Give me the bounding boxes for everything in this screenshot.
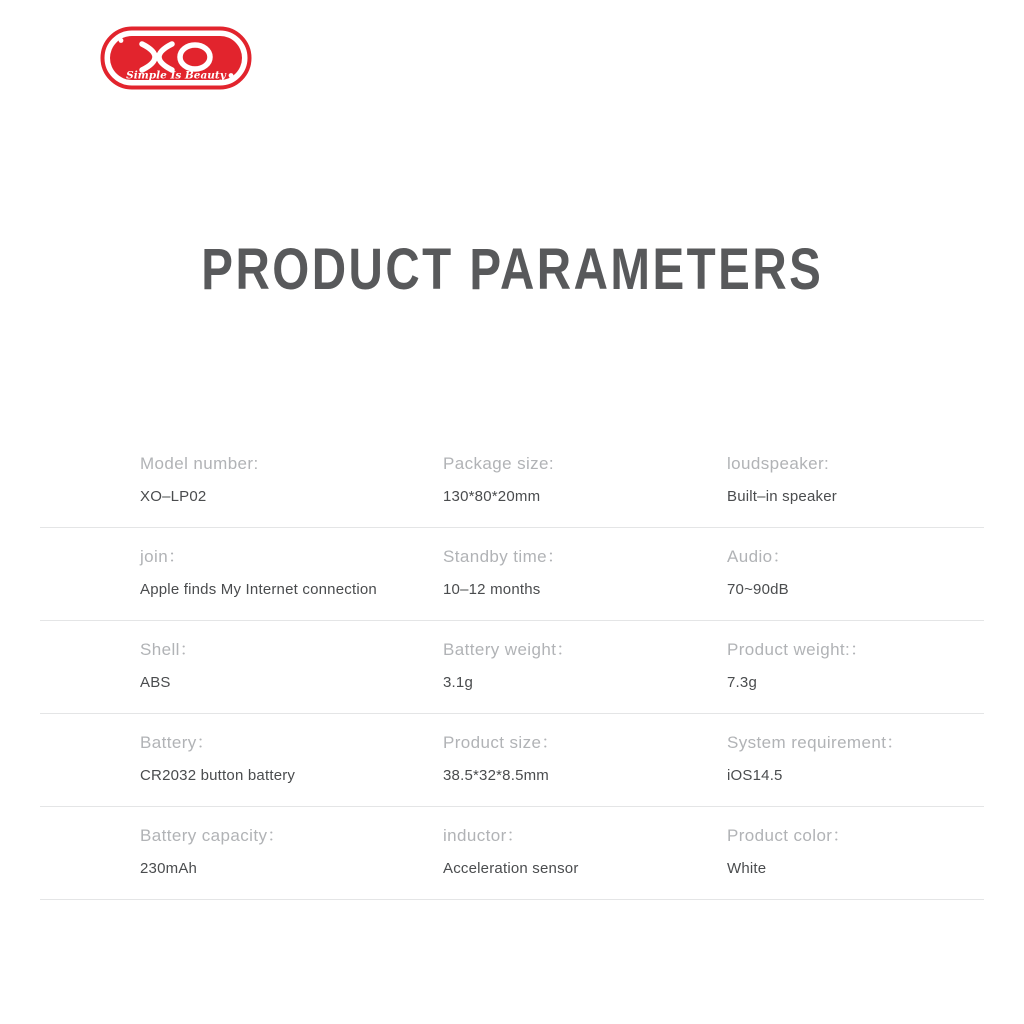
spec-value: 3.1g xyxy=(443,674,473,691)
spec-value: 10–12 months xyxy=(443,581,541,598)
spec-cell-battery xyxy=(140,728,443,784)
spec-label: System requirement： xyxy=(727,733,904,752)
spec-value: Apple finds My Internet connection xyxy=(140,581,377,598)
spec-label: join： xyxy=(140,547,186,566)
spec-cell-battery-capacity xyxy=(140,821,443,877)
spec-cell-system-requirement xyxy=(727,728,984,784)
logo-dot-bottom-right xyxy=(229,73,234,78)
table-row xyxy=(40,621,984,714)
table-row xyxy=(40,528,984,621)
spec-value: XO–LP02 xyxy=(140,488,207,505)
spec-label: Battery： xyxy=(140,733,215,752)
spec-label: Product color： xyxy=(727,826,850,845)
spec-value: 70~90dB xyxy=(727,581,789,598)
spec-label: inductor： xyxy=(443,826,525,845)
spec-label: Battery weight： xyxy=(443,640,574,659)
spec-label: Shell： xyxy=(140,640,198,659)
logo-dot-top-left xyxy=(119,38,124,43)
spec-value: 38.5*32*8.5mm xyxy=(443,767,549,784)
spec-label: Product size： xyxy=(443,733,559,752)
spec-cell-product-color xyxy=(727,821,984,877)
spec-cell-join xyxy=(140,542,443,598)
spec-cell-product-size xyxy=(443,728,727,784)
spec-cell-loudspeaker xyxy=(727,454,984,505)
spec-cell-standby-time xyxy=(443,542,727,598)
spec-value: Acceleration sensor xyxy=(443,860,579,877)
spec-value: 230mAh xyxy=(140,860,198,877)
spec-label: Battery capacity： xyxy=(140,826,285,845)
spec-label: Model number: xyxy=(140,454,259,473)
xo-brand-logo xyxy=(100,26,252,90)
spec-value: 7.3g xyxy=(727,674,757,691)
spec-label: Package size: xyxy=(443,454,555,473)
table-row xyxy=(40,807,984,900)
spec-label: Audio： xyxy=(727,547,790,566)
spec-label: loudspeaker: xyxy=(727,454,830,473)
table-row xyxy=(40,440,984,528)
title-container xyxy=(0,236,1024,303)
spec-value: ABS xyxy=(140,674,171,691)
spec-table xyxy=(40,440,984,900)
spec-value: White xyxy=(727,860,767,877)
spec-value: 130*80*20mm xyxy=(443,488,541,505)
spec-cell-inductor xyxy=(443,821,727,877)
logo-tagline: Simple Is Beauty xyxy=(126,69,226,82)
xo-logo-icon xyxy=(100,26,252,90)
spec-label: Standby time： xyxy=(443,547,565,566)
page-title: PRODUCT PARAMETERS xyxy=(200,237,824,302)
table-row xyxy=(40,714,984,807)
spec-cell-shell xyxy=(140,635,443,691)
spec-cell-battery-weight xyxy=(443,635,727,691)
spec-cell-product-weight xyxy=(727,635,984,691)
spec-cell-audio xyxy=(727,542,984,598)
spec-cell-model-number xyxy=(140,454,443,505)
spec-value: CR2032 button battery xyxy=(140,767,296,784)
spec-cell-package-size xyxy=(443,454,727,505)
spec-value: iOS14.5 xyxy=(727,767,783,784)
spec-value: Built–in speaker xyxy=(727,488,837,505)
spec-label: Product weight:： xyxy=(727,640,868,659)
